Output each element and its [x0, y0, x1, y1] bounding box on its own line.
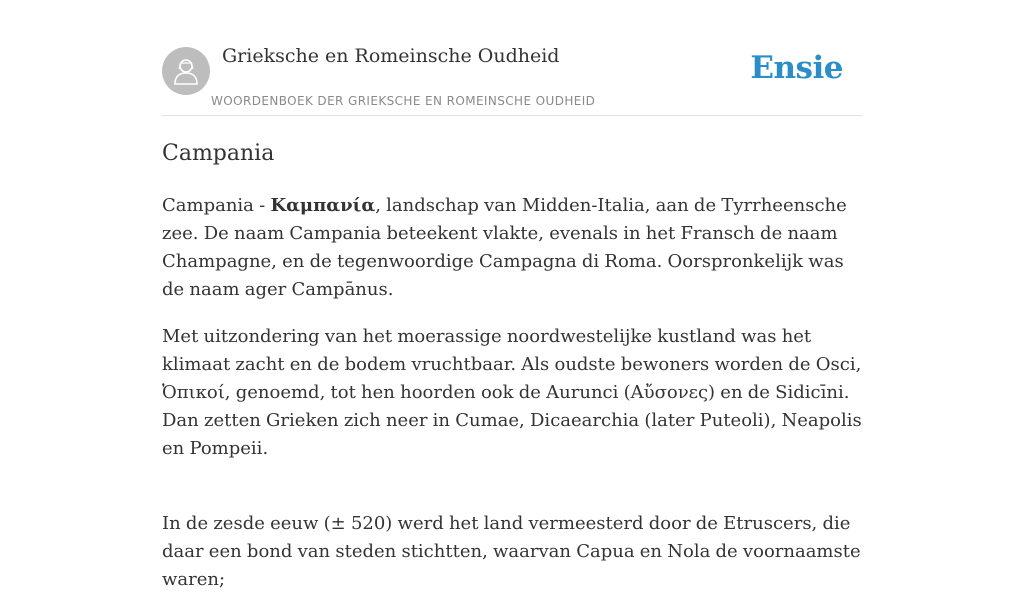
- paragraph-etruscans: In de zesde eeuw (± 520) werd het land vermeesterd door de Etruscers, die daar een bond van steden stichtten, waarvan Capua en Nola de voornaamste waren;: [162, 513, 861, 590]
- intro-term: Campania -: [162, 195, 271, 216]
- source-title-link[interactable]: Grieksche en Romeinsche Oudheid: [222, 45, 560, 67]
- intro-greek-term: Καμπανία: [270, 195, 376, 216]
- source-subtitle-link[interactable]: WOORDENBOEK DER GRIEKSCHE EN ROMEINSCHE OUDHEID: [211, 94, 596, 108]
- ensie-logo[interactable]: Ensie: [750, 50, 843, 86]
- paragraph-spacer: [162, 482, 864, 510]
- paragraph-climate: Met uitzondering van het moerassige noordwestelijke kustland was het klimaat zacht en de bodem vruchtbaar. Als oudste bewoners worden de Osci, Ὀπικοί, genoemd, tot hen hoorden ook de Aurunci (Αὔσονες) en de Sidicīni. Dan zetten Grieken zich neer in Cumae, Dicaearchia (later Puteoli), Neapolis en Pompeii.: [162, 326, 862, 459]
- header: [162, 0, 862, 116]
- user-avatar-icon: [171, 56, 201, 86]
- intro-text: , landschap van Midden-Italia, aan de Tyrrheensche zee. De naam Campania beteekent vlakte, evenals in het Fransch de naam Champagne, en de tegenwoordige Campagna di Roma. Oorspronkelijk was de naam ager Campānus.: [162, 195, 847, 300]
- article-title: Campania: [162, 141, 275, 166]
- intro-paragraph: [162, 192, 864, 304]
- source-avatar[interactable]: [162, 47, 210, 95]
- article: [162, 138, 864, 613]
